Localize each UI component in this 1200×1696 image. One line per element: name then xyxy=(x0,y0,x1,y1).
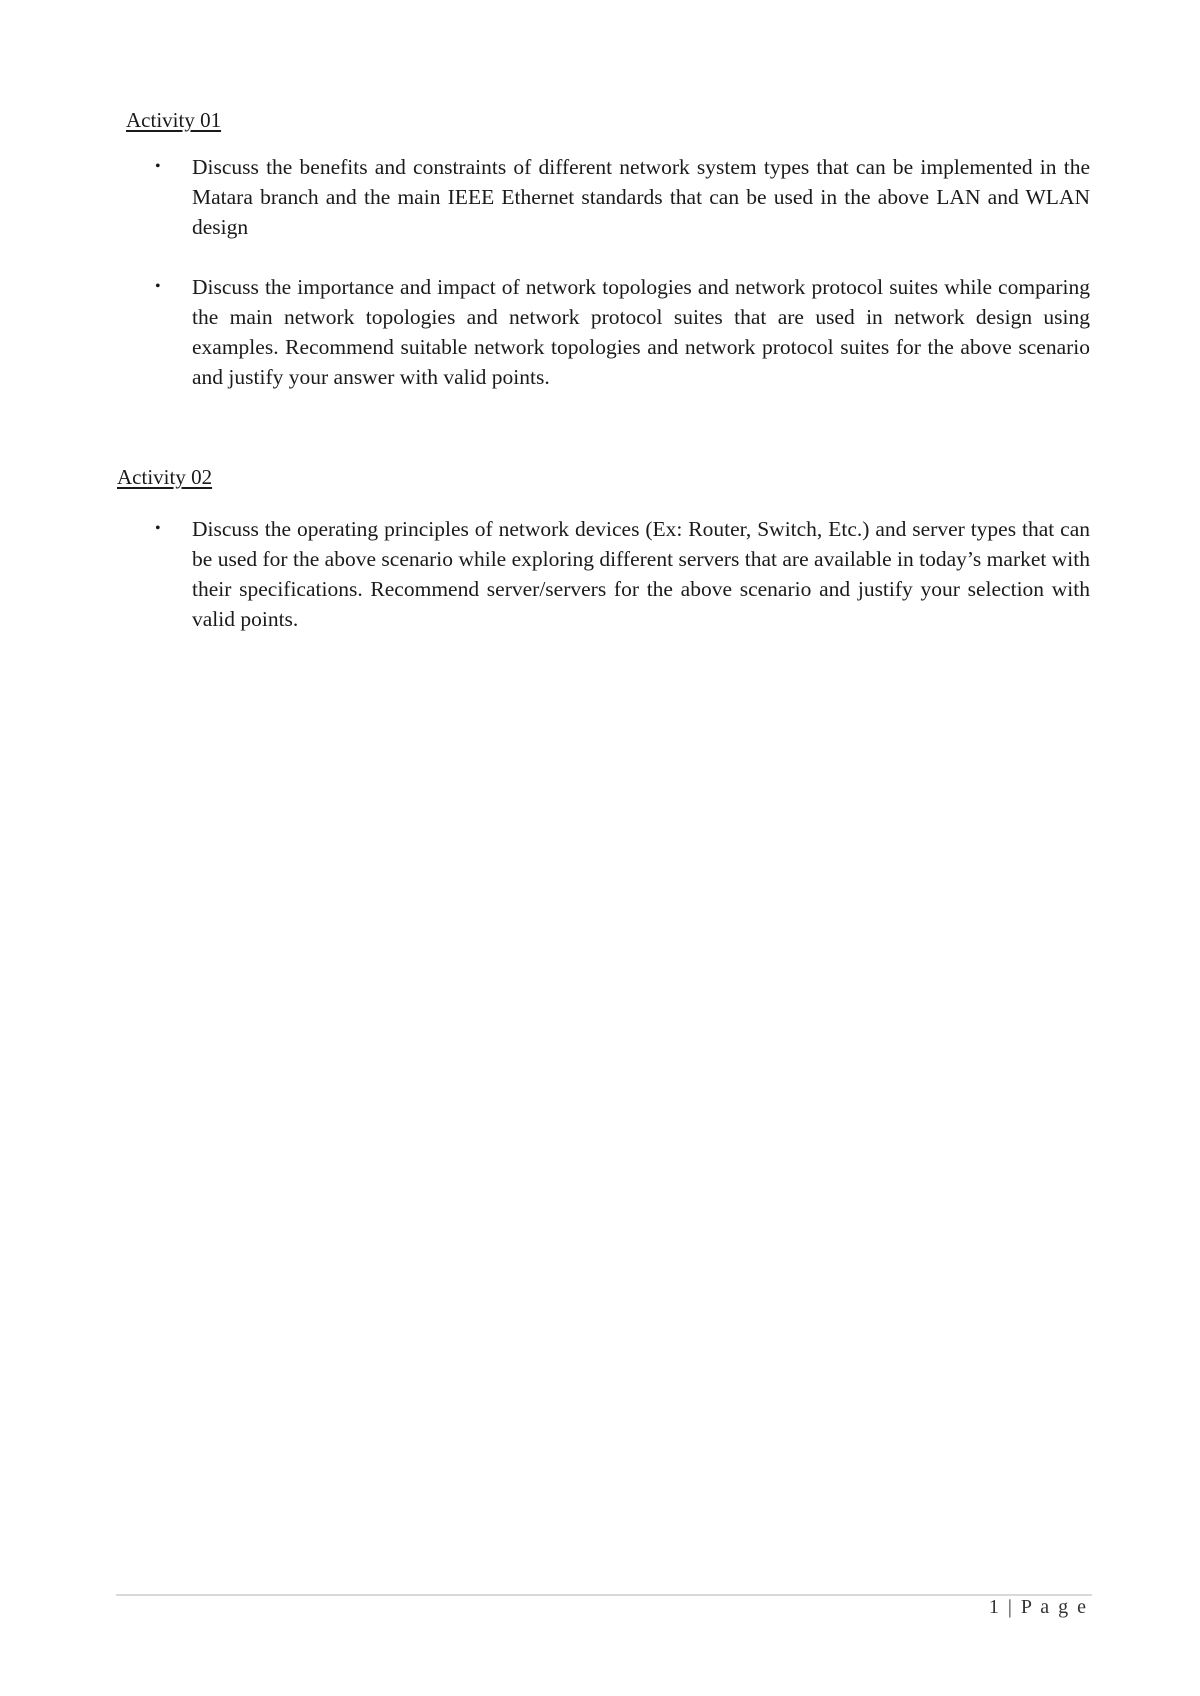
footer-separator: | xyxy=(1007,1596,1014,1618)
activity-01-list xyxy=(150,152,1090,392)
list-item xyxy=(150,152,1090,242)
list-item-text: Discuss the benefits and constraints of different network system types that can be implemented in the Matara branch and the main IEEE Ethernet standards that can be used in the above LAN and WLAN design xyxy=(192,155,1090,239)
bullet-icon: • xyxy=(155,520,161,537)
bullet-icon: • xyxy=(155,158,161,175)
page-number: 1 xyxy=(988,1596,1001,1618)
bullet-icon: • xyxy=(155,278,161,295)
list-item xyxy=(150,514,1090,634)
page-label: P a g e xyxy=(1020,1596,1088,1618)
footer-divider xyxy=(116,1594,1092,1596)
list-item xyxy=(150,272,1090,392)
activity-02-heading: Activity 02 xyxy=(117,465,213,489)
activity-01-heading: Activity 01 xyxy=(126,108,222,132)
page-footer xyxy=(989,1596,1088,1619)
activity-02-list xyxy=(150,514,1090,634)
list-item-text: Discuss the importance and impact of network topologies and network protocol suites while comparing the main network topologies and network protocol suites that are used in network design using examples. Recommend suitable network topologies and network protocol suites for the above scenario and justify your answer with valid points. xyxy=(192,275,1090,389)
list-item-text: Discuss the operating principles of network devices (Ex: Router, Switch, Etc.) and server types that can be used for the above scenario while exploring different servers that are available in today’s market with their specifications. Recommend server/servers for the above scenario and justify your selection with valid points. xyxy=(192,517,1090,631)
